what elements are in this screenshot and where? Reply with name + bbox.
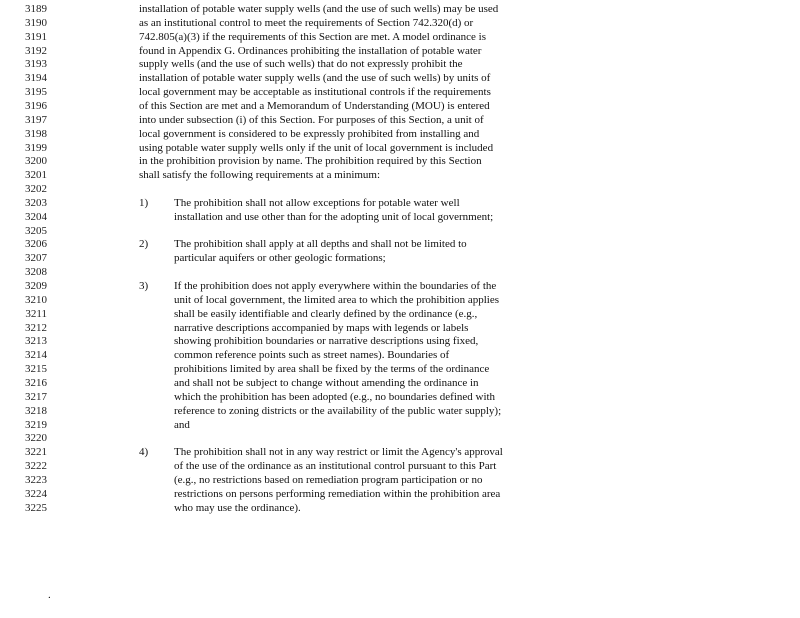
document-line bbox=[0, 321, 800, 335]
document-line bbox=[0, 224, 800, 238]
document-line bbox=[0, 71, 800, 85]
document-line bbox=[0, 418, 800, 432]
line-number: 3213 bbox=[25, 335, 47, 348]
line-number: 3204 bbox=[25, 210, 47, 223]
line-number: 3191 bbox=[25, 30, 47, 43]
document-line bbox=[0, 362, 800, 376]
line-number: 3210 bbox=[25, 293, 47, 306]
document-line bbox=[0, 265, 800, 279]
line-number: 3199 bbox=[25, 141, 47, 154]
line-number: 3214 bbox=[25, 349, 47, 362]
line-number: 3193 bbox=[25, 58, 47, 71]
list-item-text: unit of local government, the limited area to which the prohibition applies bbox=[174, 293, 500, 306]
list-item-text: shall be easily identifiable and clearly defined by the ordinance (e.g., bbox=[174, 307, 478, 320]
line-number: 3222 bbox=[25, 460, 47, 473]
document-line bbox=[0, 85, 800, 99]
document-line bbox=[0, 182, 800, 196]
line-number: 3198 bbox=[25, 127, 47, 140]
line-number: 3220 bbox=[25, 432, 47, 445]
line-number: 3218 bbox=[25, 404, 47, 417]
line-number: 3190 bbox=[25, 16, 47, 29]
line-number: 3209 bbox=[25, 280, 47, 292]
list-item-text: narrative descriptions accompanied by maps with legends or labels bbox=[174, 321, 469, 334]
line-number: 3208 bbox=[25, 266, 47, 279]
document-line bbox=[0, 431, 800, 445]
document-line bbox=[0, 404, 800, 418]
document-line bbox=[0, 487, 800, 501]
line-number: 3225 bbox=[25, 501, 47, 514]
list-item-marker: 4) bbox=[139, 446, 149, 459]
line-number: 3202 bbox=[25, 183, 47, 196]
list-item-text: particular aquifers or other geologic formations; bbox=[174, 252, 386, 265]
line-number: 3197 bbox=[25, 113, 47, 126]
line-number: 3189 bbox=[25, 3, 47, 15]
document-line bbox=[0, 168, 800, 182]
line-number: 3215 bbox=[25, 363, 47, 376]
list-item-text: restrictions on persons performing remediation within the prohibition area bbox=[174, 487, 501, 500]
paragraph-text: 742.805(a)(3) if the requirements of this Section are met. A model ordinance is bbox=[139, 30, 487, 43]
line-number: 3201 bbox=[25, 169, 47, 182]
list-item-text: showing prohibition boundaries or narrative descriptions using fixed, bbox=[174, 335, 479, 348]
line-number: 3212 bbox=[25, 321, 47, 334]
document-line bbox=[0, 307, 800, 321]
line-number: 3205 bbox=[25, 224, 47, 237]
document-line bbox=[0, 279, 800, 293]
document-line bbox=[0, 293, 800, 307]
document-line bbox=[0, 44, 800, 58]
document-line bbox=[0, 348, 800, 362]
document-line bbox=[0, 237, 800, 251]
paragraph-text: installation of potable water supply wells (and the use of such wells) may be used bbox=[139, 3, 499, 15]
document-line bbox=[0, 30, 800, 44]
document-line bbox=[0, 501, 800, 515]
line-number: 3216 bbox=[25, 376, 47, 389]
document-line bbox=[0, 251, 800, 265]
document-line bbox=[0, 459, 800, 473]
document-line bbox=[0, 210, 800, 224]
document-line bbox=[0, 196, 800, 210]
line-number: 3196 bbox=[25, 99, 47, 112]
line-number: 3194 bbox=[25, 72, 47, 85]
list-item-text: and shall not be subject to change without amending the ordinance in bbox=[174, 376, 479, 389]
list-item-text: who may use the ordinance). bbox=[174, 501, 301, 514]
line-number: 3203 bbox=[25, 196, 47, 209]
line-number: 3207 bbox=[25, 252, 47, 265]
line-number: 3223 bbox=[25, 473, 47, 486]
document-line bbox=[0, 57, 800, 71]
document-line bbox=[0, 154, 800, 168]
list-item-text: common reference points such as street names). Boundaries of bbox=[174, 349, 450, 362]
list-item-text: The prohibition shall not allow exceptions for potable water well bbox=[174, 196, 460, 209]
paragraph-text: local government may be acceptable as institutional controls if the requirements bbox=[139, 86, 491, 99]
paragraph-text: in the prohibition provision by name. The prohibition required by this Section bbox=[139, 155, 482, 168]
document-line bbox=[0, 473, 800, 487]
list-item-marker: 1) bbox=[139, 196, 149, 209]
list-item-text: and bbox=[174, 418, 190, 431]
line-number: 3192 bbox=[25, 44, 47, 57]
document-line bbox=[0, 390, 800, 404]
line-number: 3206 bbox=[25, 238, 47, 251]
paragraph-text: using potable water supply wells only if the unit of local government is included bbox=[139, 141, 494, 154]
list-item-text: The prohibition shall not in any way restrict or limit the Agency's approval bbox=[174, 446, 503, 459]
document-line bbox=[0, 16, 800, 30]
paragraph-text: supply wells (and the use of such wells) that do not expressly prohibit the bbox=[139, 58, 463, 71]
line-number: 3217 bbox=[25, 390, 47, 403]
paragraph-text: as an institutional control to meet the requirements of Section 742.320(d) or bbox=[139, 16, 474, 29]
document-line bbox=[0, 141, 800, 155]
list-item-text: (e.g., no restrictions based on remediation program participation or no bbox=[174, 473, 483, 486]
list-item-text: reference to zoning districts or the availability of the public water supply); bbox=[174, 404, 502, 417]
paragraph-text: of this Section are met and a Memorandum of Understanding (MOU) is entered bbox=[139, 99, 490, 112]
document-line bbox=[0, 2, 800, 16]
list-item-text: prohibitions limited by area shall be fixed by the terms of the ordinance bbox=[174, 363, 490, 376]
list-item-marker: 2) bbox=[139, 238, 149, 251]
list-item-text: The prohibition shall apply at all depths and shall not be limited to bbox=[174, 238, 467, 251]
paragraph-text: found in Appendix G. Ordinances prohibiting the installation of potable water bbox=[139, 44, 482, 57]
line-number: 3211 bbox=[25, 307, 47, 320]
paragraph-text: into under subsection (i) of this Section. For purposes of this Section, a unit of bbox=[139, 113, 484, 126]
document-line bbox=[0, 376, 800, 390]
list-item-text: which the prohibition has been adopted (e.g., no boundaries defined with bbox=[174, 390, 496, 403]
list-item-text: installation and use other than for the adopting unit of local government; bbox=[174, 210, 494, 223]
paragraph-text: installation of potable water supply wells (and the use of such wells) by units of bbox=[139, 72, 491, 85]
document-line bbox=[0, 113, 800, 127]
document-line bbox=[0, 334, 800, 348]
paragraph-text: shall satisfy the following requirements at a minimum: bbox=[139, 169, 381, 182]
paragraph-text: local government is considered to be expressly prohibited from installing and bbox=[139, 127, 480, 140]
line-number: 3195 bbox=[25, 86, 47, 99]
document-line bbox=[0, 127, 800, 141]
list-item-text: If the prohibition does not apply everywhere within the boundaries of the bbox=[174, 280, 497, 292]
line-number: 3219 bbox=[25, 418, 47, 431]
document-line bbox=[0, 445, 800, 459]
line-number: 3200 bbox=[25, 155, 47, 168]
line-number: 3221 bbox=[25, 446, 47, 459]
list-item-marker: 3) bbox=[139, 280, 149, 292]
document-line bbox=[0, 99, 800, 113]
line-number: 3224 bbox=[25, 487, 47, 500]
list-item-text: of the use of the ordinance as an institutional control pursuant to this Part bbox=[174, 460, 497, 473]
footer-mark: . bbox=[48, 589, 51, 601]
